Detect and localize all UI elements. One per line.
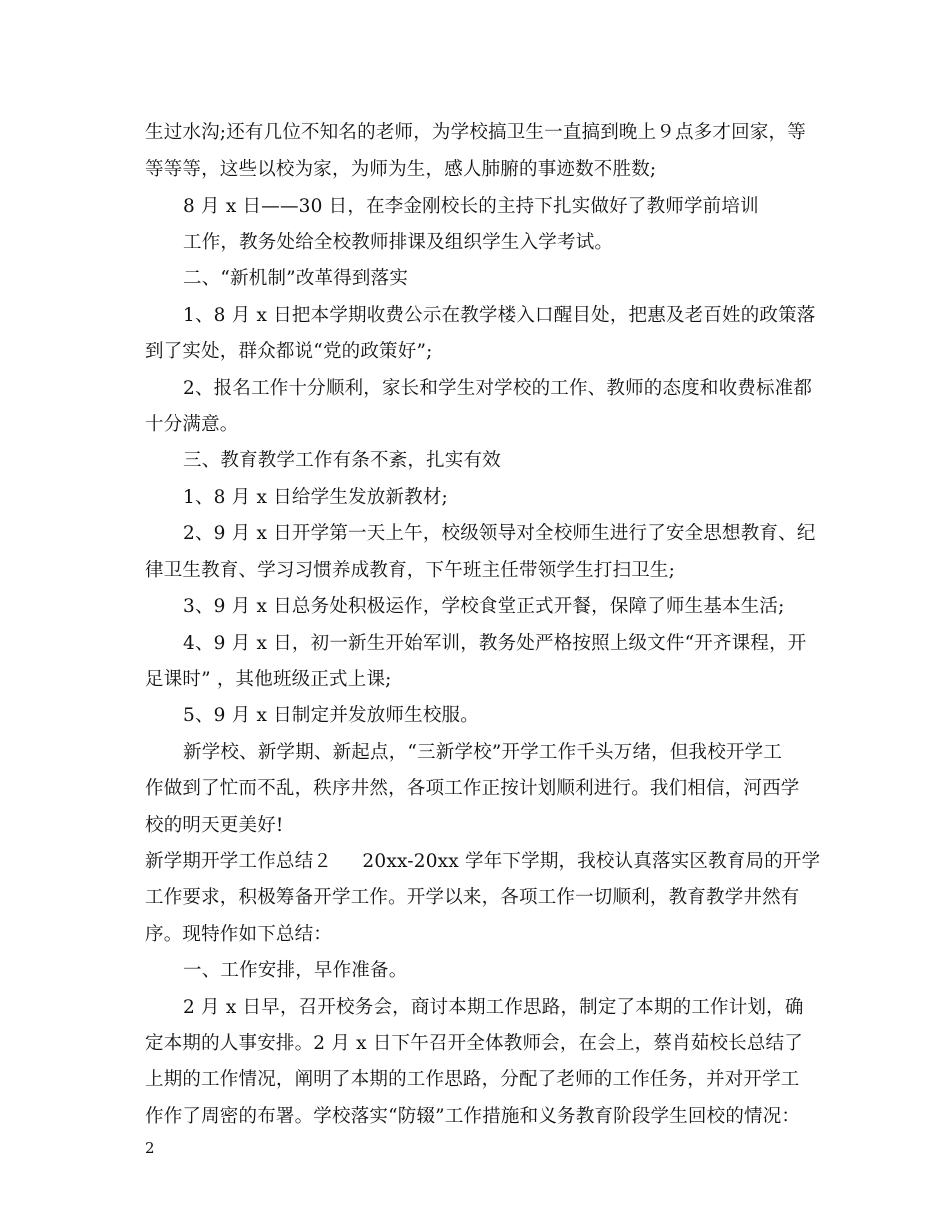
text-line: 新学校、新学期、新起点，“三新学校”开学工作千头万绪，但我校开学工	[183, 742, 783, 763]
text-line: 1、8 月 x 日给学生发放新教材;	[183, 487, 448, 508]
text-line: 工作要求，积极筹备开学工作。开学以来，各项工作一切顺利，教育教学井然有	[145, 887, 800, 908]
text-line: 生过水沟;还有几位不知名的老师，为学校搞卫生一直搞到晚上９点多才回家，等	[145, 122, 806, 143]
text-line: 8 月 x 日——30 日，在李金刚校长的主持下扎实做好了教师学前培训	[183, 196, 759, 217]
text-line: 序。现特作如下总结：	[145, 924, 333, 945]
text-line: 定本期的人事安排。2 月 x 日下午召开全体教师会，在会上，蔡肖茹校长总结了	[145, 1033, 803, 1054]
section-heading: 二、“新机制”改革得到落实	[183, 268, 409, 289]
text-line: 3、9 月 x 日总务处积极运作，学校食堂正式开餐，保障了师生基本生活;	[183, 596, 785, 617]
text-line: 2、9 月 x 日开学第一天上午，校级领导对全校师生进行了安全思想教育、纪	[183, 523, 816, 544]
text-line: 1、8 月 x 日把本学期收费公示在教学楼入口醒目处，把惠及老百姓的政策落	[183, 305, 816, 326]
text-line: 作作了周密的布署。学校落实“防辍”工作措施和义务教育阶段学生回校的情况：	[145, 1106, 801, 1127]
text-line: 等等等，这些以校为家，为师为生，感人肺腑的事迹数不胜数;	[145, 159, 657, 180]
section-heading: 三、教育教学工作有条不紊，扎实有效	[183, 450, 501, 471]
text-line: 新学期开学工作总结２ 20xx-20xx 学年下学期，我校认真落实区教育局的开学	[145, 851, 821, 872]
text-line: 到了实处，群众都说“党的政策好”;	[145, 341, 433, 362]
text-line: 工作，教务处给全校教师排课及组织学生入学考试。	[183, 232, 614, 253]
text-line: 律卫生教育、学习习惯养成教育，下午班主任带领学生打扫卫生;	[145, 560, 676, 581]
page-number: 2	[145, 1139, 155, 1157]
text-line: 4、9 月 x 日，初一新生开始军训，教务处严格按照上级文件“开齐课程，开	[183, 633, 807, 654]
text-line: 上期的工作情况，阐明了本期的工作思路，分配了老师的工作任务，并对开学工	[145, 1069, 800, 1090]
text-line: 校的明天更美好!	[145, 815, 284, 836]
text-line: 2、报名工作十分顺利，家长和学生对学校的工作、教师的态度和收费标准都	[183, 378, 813, 399]
text-line: 足课时” ，其他班级正式上课;	[145, 669, 392, 690]
text-line: 2 月 x 日早，召开校务会，商讨本期工作思路，制定了本期的工作计划，确	[183, 997, 804, 1018]
text-line: 5、9 月 x 日制定并发放师生校服。	[183, 705, 479, 726]
text-line: 十分满意。	[145, 414, 239, 435]
text-line: 作做到了忙而不乱，秩序井然，各项工作正按计划顺利进行。我们相信，河西学	[145, 778, 800, 799]
section-heading: 一、工作安排，早作准备。	[183, 960, 408, 981]
